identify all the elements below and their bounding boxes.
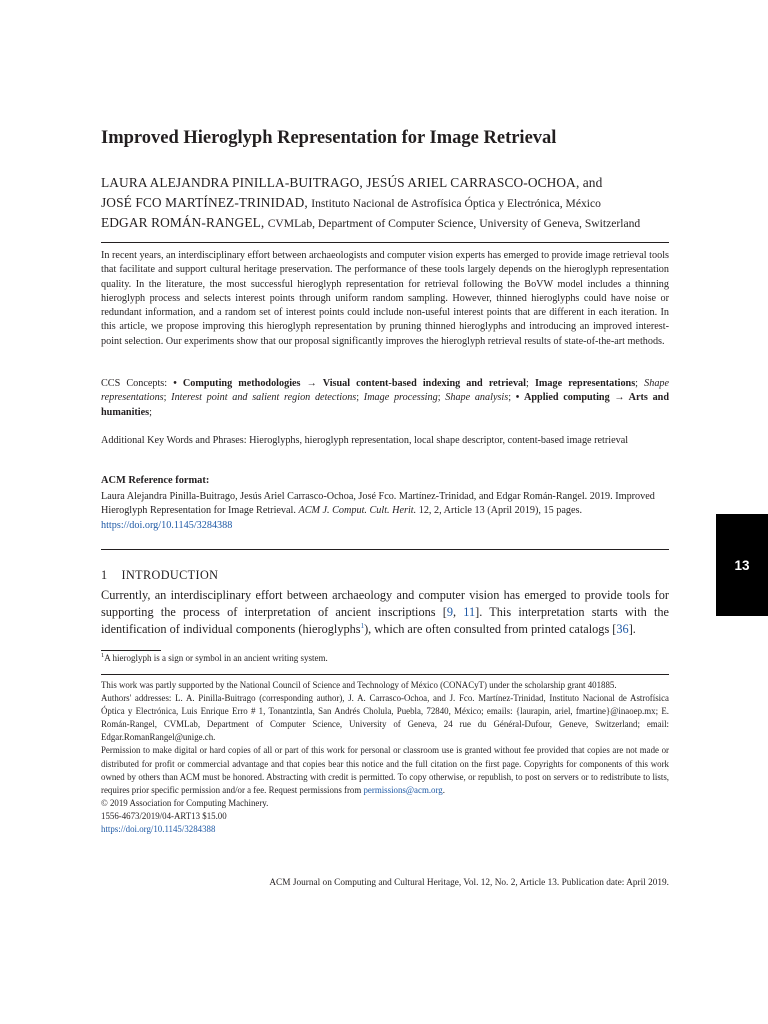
ccs-concept-5: Image processing: [363, 392, 438, 404]
footnote: [101, 653, 328, 663]
citation-link[interactable]: 36: [616, 622, 629, 637]
reference-format: [101, 490, 669, 533]
info-top-rule: [101, 674, 669, 675]
reference-doi-link[interactable]: https://doi.org/10.1145/3284388: [101, 519, 233, 531]
abstract: In recent years, an interdisciplinary effort between archaeologists and computer vision experts has emerged to provide image retrieval tools that facilitate and support cultural heritage preservation. The performance of these tools largely depends on the hieroglyph representation quality. In the literature, the most successful hieroglyph representation for retrieval following the BoVW model includes a thinning hieroglyph process and selects interest points through uniform random sampling. However, thinned hieroglyphs could have noise or redundant information, and a random set of interest points could include non-useful interest points that are different in each iteration. In this article, we propose improving this hieroglyph representation by pruning thinned hieroglyphs and introducing an improved interest-point selection. Our experiments show that our proposal significantly improves the hieroglyph retrieval results of state-of-the-art methods.: [101, 250, 669, 347]
author-name-2: JOSÉ FCO MARTÍNEZ-TRINIDAD,: [101, 194, 308, 210]
ccs-concept-1: Computing methodologies → Visual content-based indexing and retrieval: [182, 378, 526, 389]
ccs-concept-7: Applied computing → Arts and humanities: [101, 392, 670, 418]
reference-journal: ACM J. Comput. Cult. Herit.: [298, 505, 417, 517]
permission-end: .: [442, 784, 445, 795]
running-footer: ACM Journal on Computing and Cultural Heritage, Vol. 12, No. 2, Article 13. Publication date: April 2019.: [269, 878, 669, 888]
ccs-sep: ;: [525, 378, 529, 389]
header-bottom-rule: [101, 549, 669, 550]
ccs-concept-4: Interest point and salient region detections: [171, 392, 357, 404]
author-line-3: [101, 213, 669, 234]
footnote-text: A hieroglyph is a sign or symbol in an ancient writing system.: [104, 653, 328, 663]
author-name-3: EDGAR ROMÁN-RANGEL,: [101, 215, 265, 231]
paper-title: Improved Hieroglyph Representation for Image Retrieval: [101, 128, 557, 148]
issn-line: 1556-4673/2019/04-ART13 $15.00: [101, 810, 227, 821]
ccs-concept-3: Shape representations: [101, 378, 670, 404]
section-title: INTRODUCTION: [121, 568, 219, 582]
ccs-concepts: [101, 377, 669, 420]
author-block: [101, 173, 669, 234]
ccs-bullet-2: •: [515, 392, 520, 404]
author-line-1: [101, 173, 669, 193]
author-affiliation-3: CVMLab, Department of Computer Science, University of Geneva, Switzerland: [267, 217, 641, 231]
footnote-mark: 1: [101, 652, 105, 659]
ccs-sep: ;: [437, 392, 441, 404]
permission-notice: [101, 744, 669, 796]
author-addresses: Authors' addresses: L. A. Pinilla-Buitrago (corresponding author), J. A. Carrasco-Ochoa, and J. Fco. Martínez-Trinidad, Instituto Nacional de Astrofísica Óptica y Electrónica, Luis Enrique Erro # 1, Tonantzintla, San Andrés Cholula, Puebla, 72840, México; emails: {laurapin, ariel, fmartine}@inaoep.mx; E. Román-Rangel, CVMLab, Department of Computer Science, University of Geneva, 24 rue du Général-Dufour, Geneve, Switzerland; email: Edgar.RomanRangel@unige.ch.: [101, 693, 669, 743]
article-number: 13: [734, 557, 750, 573]
reference-format-heading: ACM Reference format:: [101, 475, 210, 486]
ccs-sep: ;: [163, 392, 167, 404]
section-number: 1: [101, 568, 108, 582]
intro-text: ,: [452, 605, 464, 620]
permission-text: Permission to make digital or hard copies of all or part of this work for personal or classroom use is granted without fee provided that copies are not made or distributed for profit or commercial advantage and that copies bear this notice and the full citation on the first page. Copyrights for components of this work owned by others than ACM must be honored. Abstracting with credit is permitted. To copy otherwise, or republish, to post on servers or to redistribute to lists, requires prior specific permission and/or a fee. Request permissions from: [101, 745, 669, 795]
intro-text: ].: [628, 622, 636, 637]
intro-text: ), which are often consulted from printed catalogs [: [364, 622, 617, 637]
footnote-link[interactable]: 1: [360, 622, 365, 631]
section-heading: [101, 568, 218, 583]
author-names-1: LAURA ALEJANDRA PINILLA-BUITRAGO, JESÚS ARIEL CARRASCO-OCHOA,: [101, 175, 580, 190]
ccs-sep: ;: [356, 392, 360, 404]
introduction-paragraph: [101, 587, 669, 639]
article-info: [101, 679, 669, 836]
ccs-bullet-1: •: [173, 378, 177, 389]
copyright-line: © 2019 Association for Computing Machinery.: [101, 797, 269, 808]
author-line-2: [101, 193, 669, 214]
ccs-sep: ;: [149, 406, 152, 418]
article-number-tab: [716, 514, 768, 616]
reference-details: 12, 2, Article 13 (April 2019), 15 pages.: [418, 505, 582, 517]
author-affiliation-2: Instituto Nacional de Astrofísica Óptica y Electrónica, México: [311, 196, 601, 210]
ccs-sep: ;: [508, 392, 512, 404]
ccs-sep: ;: [635, 378, 639, 389]
keywords: Additional Key Words and Phrases: Hieroglyphs, hieroglyph representation, local shape descriptor, content-based image retrieval: [101, 435, 629, 446]
funding-note: This work was partly supported by the National Council of Science and Technology of México (CONACyT) under the scholarship grant 401885.: [101, 680, 617, 690]
ccs-concept-2: Image representations: [534, 378, 636, 389]
abstract-top-rule: [101, 242, 669, 243]
permissions-email-link[interactable]: permissions@acm.org: [363, 784, 443, 795]
intro-text: ]. This interpretation starts with the identification of individual components (hieroglyphs: [101, 605, 670, 637]
intro-text: Currently, an interdisciplinary effort between archaeology and computer vision has emerged to provide tools for supporting the process of interpretation of ancient inscriptions [: [101, 588, 669, 620]
citation-link[interactable]: 11: [463, 605, 476, 620]
citation-link[interactable]: 9: [446, 605, 453, 620]
ccs-label: CCS Concepts:: [101, 378, 168, 389]
author-and: and: [582, 175, 603, 190]
ccs-concept-6: Shape analysis: [445, 392, 509, 404]
footnote-rule: [101, 650, 161, 651]
reference-text: Laura Alejandra Pinilla-Buitrago, Jesús Ariel Carrasco-Ochoa, José Fco. Martínez-Trinidad, and Edgar Román-Rangel. 2019. Improved Hieroglyph Representation for Image Retrieval.: [101, 491, 655, 517]
article-doi-link[interactable]: https://doi.org/10.1145/3284388: [101, 824, 216, 835]
